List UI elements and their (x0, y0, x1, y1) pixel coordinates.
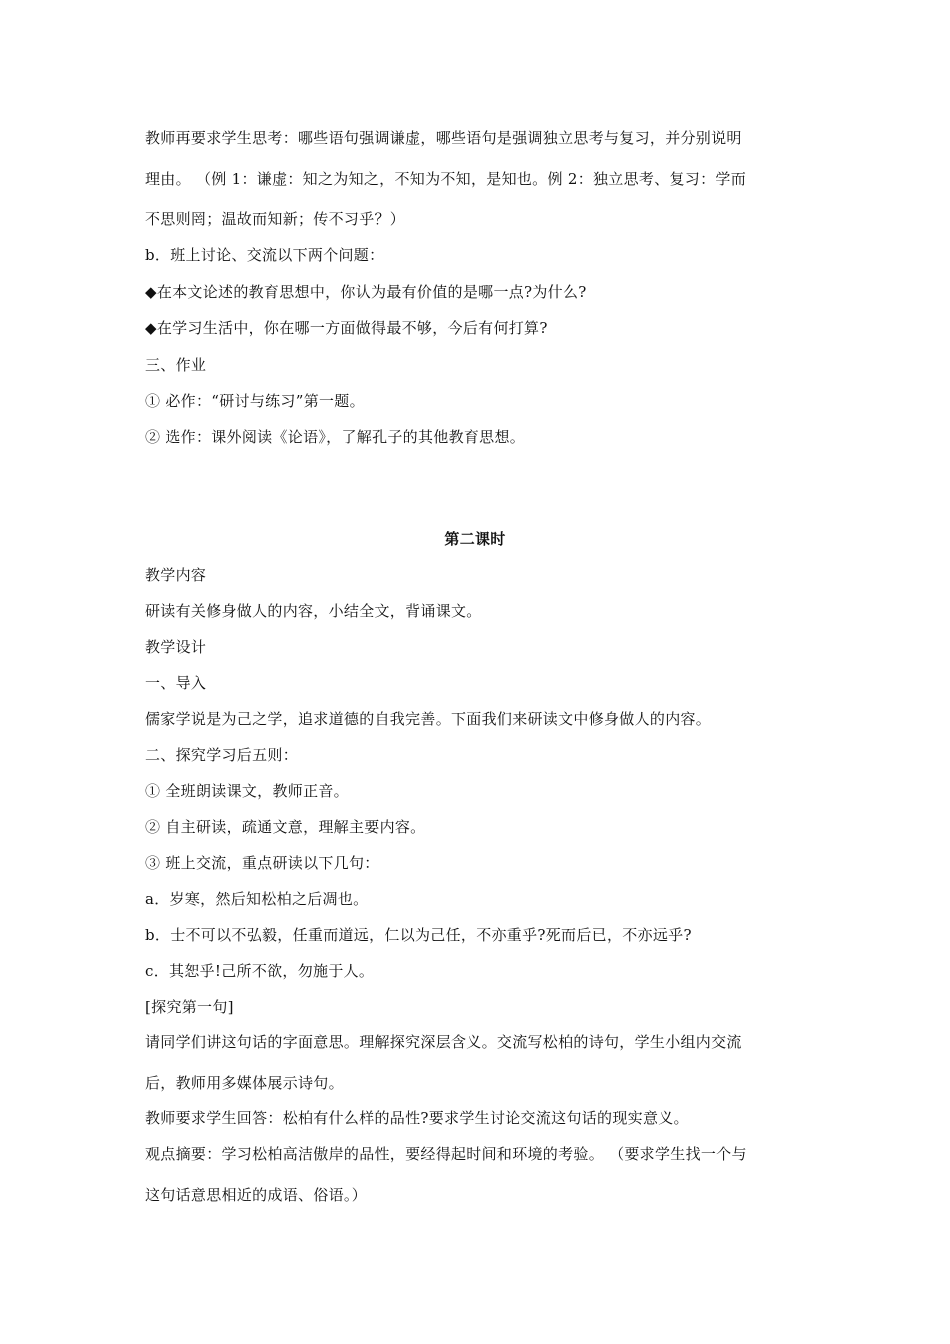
paragraph-line: 儒家学说是为己之学，追求道德的自我完善。下面我们来研读文中修身做人的内容。 (145, 710, 712, 728)
paragraph-line: 理由。 （例 1：谦虚：知之为知之，不知为不知，是知也。例 2：独立思考、复习：学而 (145, 170, 746, 188)
step-item: ② 自主研读，疏通文意，理解主要内容。 (145, 818, 426, 836)
section-heading: 教学设计 (145, 638, 207, 656)
paragraph-line: 这句话意思相近的成语、俗语。） (145, 1186, 368, 1204)
section-heading: 二、探究学习后五则： (145, 746, 299, 764)
question-item: ◆在本文论述的教育思想中，你认为最有价值的是哪一点?为什么? (145, 283, 587, 301)
paragraph-line: 后，教师用多媒体展示诗句。 (145, 1074, 344, 1092)
paragraph-line: 观点摘要：学习松柏高洁傲岸的品性，要经得起时间和环境的考验。 （要求学生找一个与 (145, 1145, 747, 1163)
homework-item: ② 选作：课外阅读《论语》，了解孔子的其他教育思想。 (145, 428, 526, 446)
paragraph-line: 教师要求学生回答：松柏有什么样的品性?要求学生讨论交流这句话的现实意义。 (145, 1109, 689, 1127)
homework-item: ① 必作：“研讨与练习”第一题。 (145, 392, 365, 410)
sentence-item: c．其恕乎!己所不欲，勿施于人。 (145, 962, 375, 980)
step-item: ① 全班朗读课文，教师正音。 (145, 782, 349, 800)
paragraph-line: 不思则罔；温故而知新；传不习乎？） (145, 210, 406, 228)
section-heading: 一、导入 (145, 674, 207, 692)
discussion-intro: b．班上讨论、交流以下两个问题： (145, 246, 385, 264)
section-heading: [探究第一句] (145, 998, 234, 1016)
lesson-title: 第二课时 (444, 530, 506, 548)
question-item: ◆在学习生活中，你在哪一方面做得最不够，今后有何打算? (145, 319, 548, 337)
paragraph-line: 教师再要求学生思考：哪些语句强调谦虚，哪些语句是强调独立思考与复习，并分别说明 (145, 129, 742, 147)
sentence-item: b．士不可以不弘毅，任重而道远，仁以为己任，不亦重乎?死而后已，不亦远乎? (145, 926, 692, 944)
step-item: ③ 班上交流，重点研读以下几句： (145, 854, 380, 872)
homework-heading: 三、作业 (145, 356, 207, 374)
sentence-item: a．岁寒，然后知松柏之后凋也。 (145, 890, 369, 908)
paragraph-line: 请同学们讲这句话的字面意思。理解探究深层含义。交流写松柏的诗句，学生小组内交流 (145, 1033, 742, 1051)
paragraph-line: 研读有关修身做人的内容，小结全文，背诵课文。 (145, 602, 482, 620)
section-heading: 教学内容 (145, 566, 207, 584)
